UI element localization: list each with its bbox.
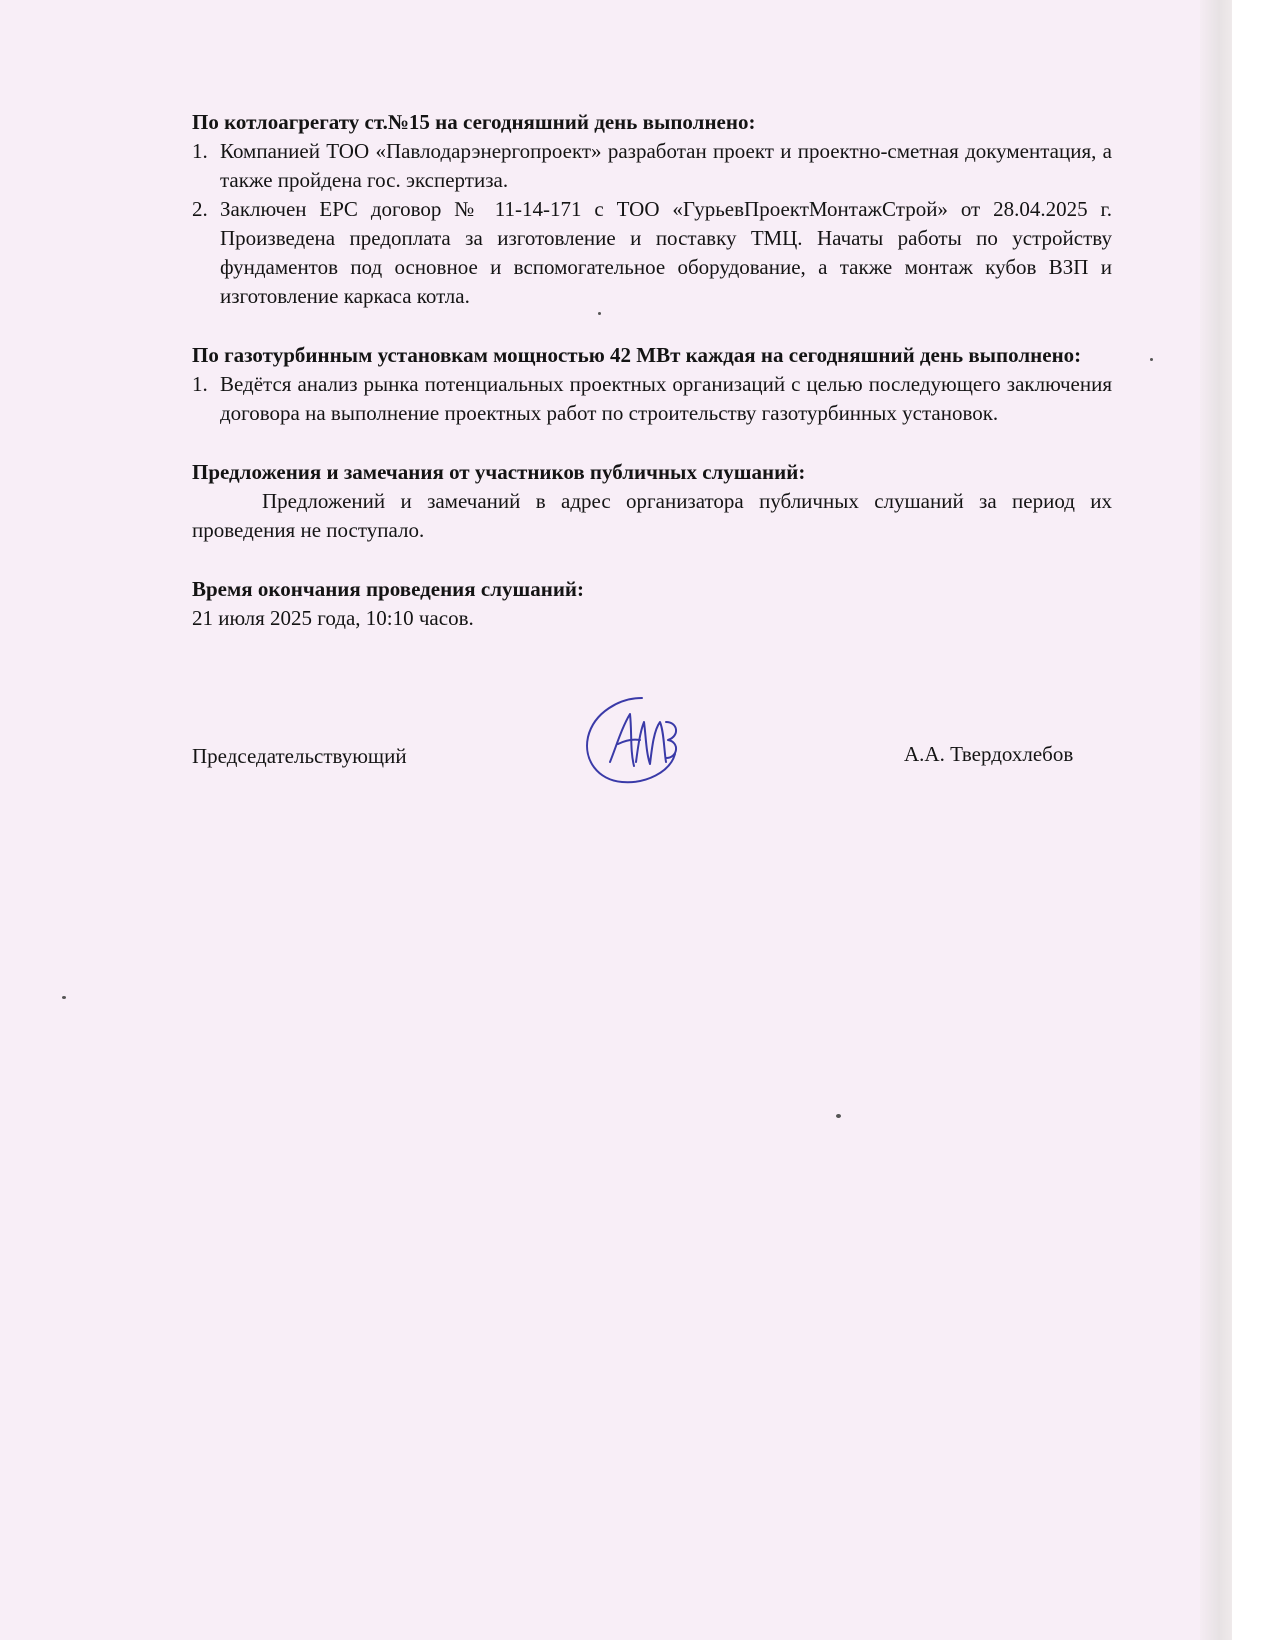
section-proposals	[192, 458, 1112, 545]
signatory-role: Председательствующий	[192, 744, 407, 768]
section-turbines	[192, 341, 1112, 428]
section-end-time	[192, 575, 1112, 633]
list-item-number: 1.	[192, 372, 208, 396]
section-boiler	[192, 108, 1112, 311]
scan-speck	[1150, 358, 1153, 361]
document-body	[192, 108, 1112, 663]
list-item-text: Компанией ТОО «Павлодарэнергопроект» разработан проект и проектно-сметная документация, а также пройдена гос. экспертиза.	[220, 139, 1112, 192]
list-item	[192, 370, 1112, 428]
handwritten-signature	[580, 692, 690, 792]
scan-speck	[836, 1114, 841, 1118]
list-item-text: Ведётся анализ рынка потенциальных проектных организаций с целью последующего заключения договора на выполнение проектных работ по строительству газотурбинных установок.	[220, 372, 1112, 425]
section-proposals-text: Предложений и замечаний в адрес организатора публичных слушаний за период их проведения не поступало.	[192, 489, 1112, 542]
section-turbines-list	[192, 370, 1112, 428]
signature-block	[192, 692, 1092, 802]
section-boiler-heading: По котлоагрегату ст.№15 на сегодняшний день выполнено:	[192, 110, 756, 134]
list-item-number: 2.	[192, 197, 208, 221]
scan-edge	[1200, 0, 1232, 1640]
section-boiler-list	[192, 137, 1112, 311]
scan-speck	[598, 312, 601, 315]
section-end-time-text: 21 июля 2025 года, 10:10 часов.	[192, 606, 474, 630]
section-turbines-heading: По газотурбинным установкам мощностью 42 МВт каждая на сегодняшний день выполнено:	[192, 343, 1082, 367]
list-item-number: 1.	[192, 139, 208, 163]
section-end-time-heading: Время окончания проведения слушаний:	[192, 577, 585, 601]
signatory-name: А.А. Твердохлебов	[904, 742, 1074, 766]
list-item	[192, 137, 1112, 195]
scan-speck	[62, 996, 66, 999]
list-item	[192, 195, 1112, 311]
list-item-text: Заключен EPC договор № 11-14-171 с ТОО «ГурьевПроектМонтажСтрой» от 28.04.2025 г. Произведена предоплата за изготовление и поставку ТМЦ. Начаты работы по устройству фундаментов под основное и вспомогательное оборудование, а также монтаж кубов ВЗП и изготовление каркаса котла.	[220, 197, 1112, 308]
section-proposals-heading: Предложения и замечания от участников публичных слушаний:	[192, 460, 806, 484]
